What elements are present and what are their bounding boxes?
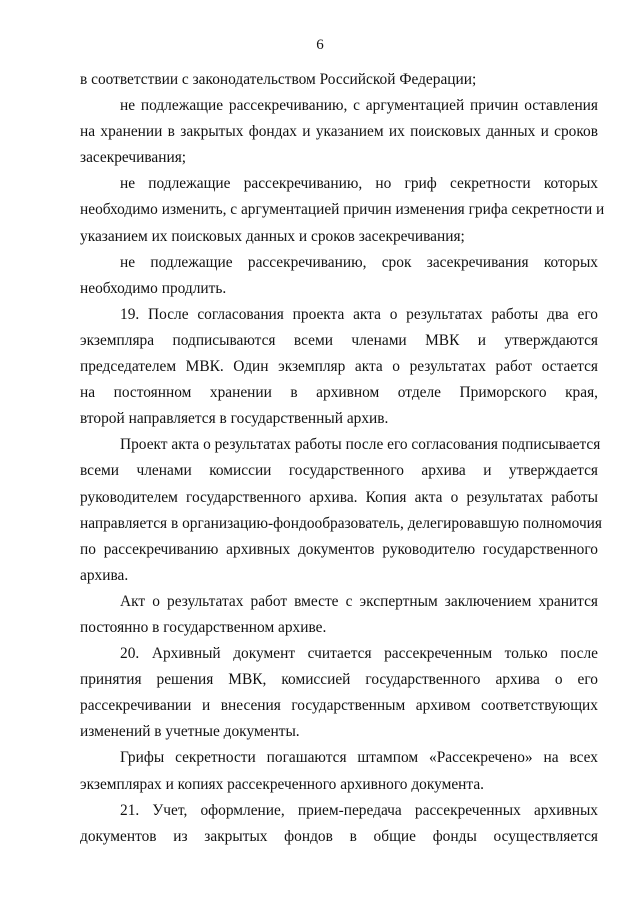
text-line: на хранении в закрытых фондах и указанием их поисковых данных и сроков [80,123,598,141]
paragraph [80,641,598,745]
paragraph [80,745,598,797]
text-line: принятия решения МВК, комиссией государственного архива о его [80,671,598,689]
text-line: экземпляра подписываются всеми членами МВК и утверждаются [80,331,598,349]
text-line: необходимо изменить, с аргументацией причин изменения грифа секретности и [80,201,605,219]
text-line: Акт о результатах работ вместе с экспертным заключением хранится [120,592,598,610]
paragraph [80,250,598,302]
paragraph [80,798,598,850]
document-body [80,67,605,850]
text-line: на постоянном хранении в архивном отделе Приморского края, [80,384,598,402]
text-line: по рассекречиванию архивных документов руководителю государственного [80,540,598,558]
text-line: постоянно в государственном архиве. [80,618,327,636]
text-line: изменений в учетные документы. [80,723,300,741]
paragraph [80,93,598,171]
text-line: в соответствии с законодательством Российской Федерации; [80,71,477,88]
text-line: Грифы секретности погашаются штампом «Рассекречено» на всех [120,749,598,767]
text-line: 19. После согласования проекта акта о результатах работы два его [120,305,598,323]
text-line: не подлежащие рассекречиванию, но гриф секретности которых [120,175,598,193]
text-line: необходимо продлить. [80,279,227,297]
text-line: документов из закрытых фондов в общие фонды осуществляется [80,827,598,845]
text-line: 21. Учет, оформление, прием-передача рассекреченных архивных [120,801,598,819]
text-line: руководителем государственного архива. Копия акта о результатах работы [80,488,598,506]
text-line: направляется в организацию-фондообразователь, делегировавшую полномочия [80,514,603,532]
paragraph [80,432,603,589]
paragraph [80,589,598,641]
text-line: председателем МВК. Один экземпляр акта о результатах работ остается [80,358,598,376]
text-line: рассекречивании и внесения государственным архивом соответствующих [80,697,598,715]
paragraph [80,171,605,249]
paragraph [80,302,598,432]
text-line: экземплярах и копиях рассекреченного архивного документа. [80,775,485,793]
text-line: Проект акта о результатах работы после его согласования подписывается [120,436,601,454]
text-line: указанием их поисковых данных и сроков засекречивания; [80,227,465,245]
text-line: засекречивания; [80,149,187,167]
text-line: 20. Архивный документ считается рассекреченным только после [120,645,598,663]
page-number: 6 [316,37,324,53]
text-line: архива. [80,566,129,584]
text-line: не подлежащие рассекречиванию, с аргументацией причин оставления [120,97,598,115]
text-line: второй направляется в государственный архив. [80,410,389,428]
paragraph [80,67,598,93]
text-line: всеми членами комиссии государственного архива и утверждается [80,462,598,480]
text-line: не подлежащие рассекречиванию, срок засекречивания которых [120,253,598,271]
